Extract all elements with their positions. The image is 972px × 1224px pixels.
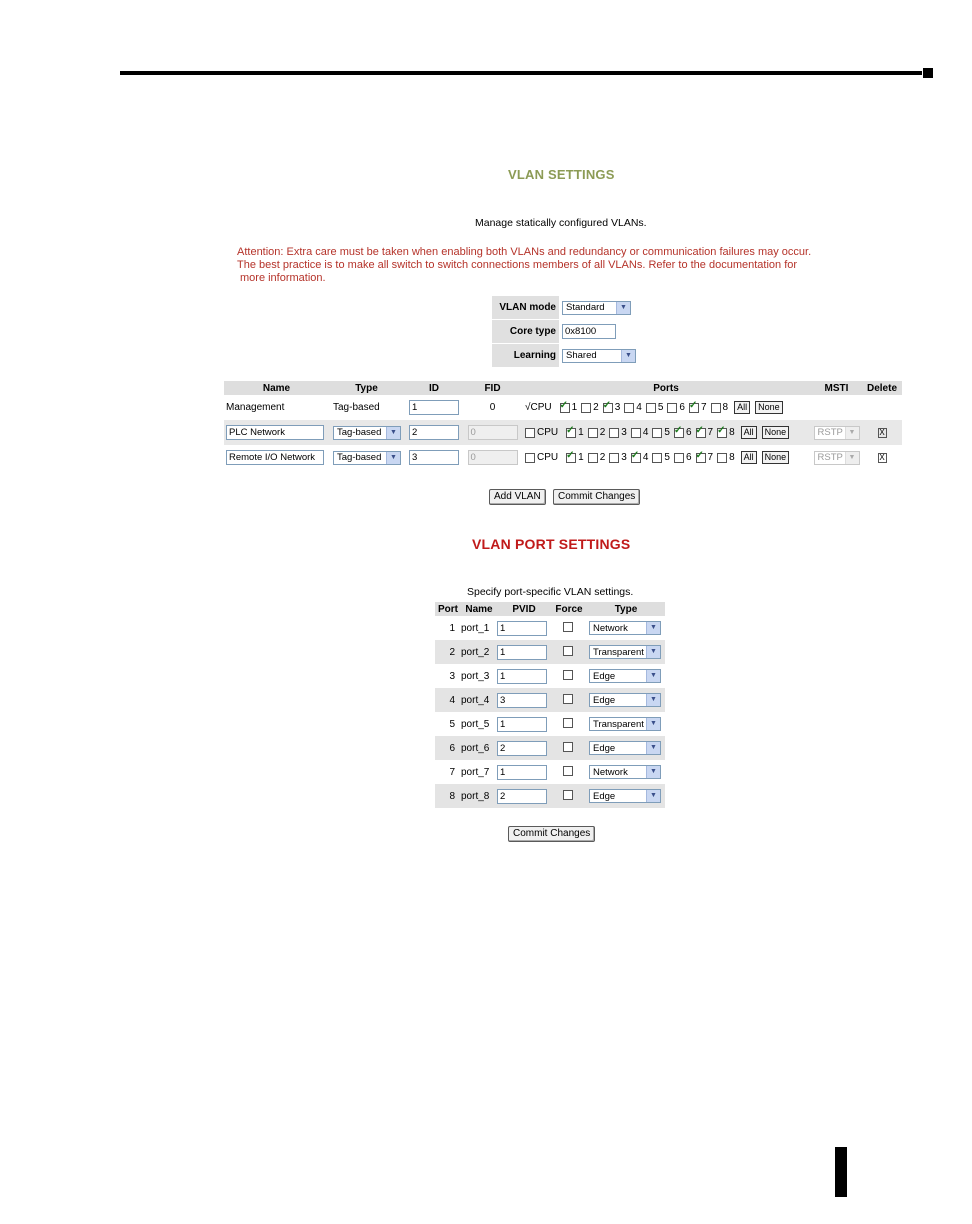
- no-ports-button[interactable]: None: [762, 451, 790, 464]
- port-number: 1: [449, 622, 455, 634]
- force-checkbox[interactable]: [563, 670, 573, 680]
- all-ports-button[interactable]: All: [741, 451, 757, 464]
- table-row: [224, 420, 902, 445]
- port-type-select[interactable]: [589, 693, 661, 707]
- port-type-value: Network: [593, 622, 628, 634]
- port-checkbox[interactable]: [588, 428, 598, 438]
- port-type-select[interactable]: [589, 789, 661, 803]
- chevron-down-icon: ▼: [386, 452, 400, 464]
- port-checkbox[interactable]: [717, 453, 727, 463]
- port-number: 7: [707, 427, 714, 438]
- msti-value: RSTP: [817, 427, 843, 438]
- vlan-mode-value: Standard: [566, 302, 605, 313]
- vlan-name: Management: [226, 402, 285, 413]
- cpu-checkbox[interactable]: [525, 428, 535, 438]
- table-row: [435, 736, 665, 760]
- vlan-fid-input: 0: [468, 425, 518, 440]
- port-number: 5: [664, 452, 670, 463]
- vlan-fid-input: 0: [468, 450, 518, 465]
- learning-select[interactable]: [562, 349, 636, 363]
- chevron-down-icon: ▼: [646, 670, 660, 682]
- attention-line-3: more information.: [240, 272, 326, 284]
- port-checkbox[interactable]: [566, 453, 576, 463]
- port-checkbox[interactable]: [696, 453, 706, 463]
- port-checkbox[interactable]: [566, 428, 576, 438]
- port-checkbox[interactable]: [609, 428, 619, 438]
- port-number: 8: [729, 452, 735, 463]
- vlan-type-value: Tag-based: [337, 427, 382, 438]
- pvid-input[interactable]: 1: [497, 717, 547, 732]
- port-checkbox[interactable]: [674, 428, 684, 438]
- port-name: port_6: [461, 736, 497, 760]
- port-checkbox[interactable]: [652, 428, 662, 438]
- no-ports-button[interactable]: None: [755, 401, 783, 414]
- col-fid: FID: [464, 381, 521, 395]
- port-number: 4: [642, 452, 649, 463]
- header-square: [923, 68, 933, 78]
- port-membership: [525, 451, 811, 464]
- port-number: 2: [599, 427, 606, 438]
- port-checkbox[interactable]: [711, 403, 721, 413]
- table-row: [224, 445, 902, 470]
- port-number: 5: [664, 427, 670, 438]
- port-name: port_5: [461, 718, 490, 730]
- vlan-id-input[interactable]: 1: [409, 400, 459, 415]
- port-checkbox[interactable]: [646, 403, 656, 413]
- port-number: 2: [593, 402, 599, 413]
- vlan-fid: 0: [489, 402, 496, 413]
- port-type-value: Transparent: [593, 646, 644, 658]
- port-number: 8: [435, 784, 461, 808]
- port-type-select[interactable]: [589, 669, 661, 683]
- vlan-table: [224, 381, 902, 470]
- port-checkbox[interactable]: [588, 453, 598, 463]
- port-checkbox[interactable]: [652, 453, 662, 463]
- cpu-label: √CPU: [525, 402, 552, 413]
- port-number: 3: [614, 402, 621, 413]
- port-name: port_1: [461, 622, 490, 634]
- core-type-input[interactable]: 0x8100: [562, 324, 616, 339]
- port-table: [435, 602, 665, 808]
- table-row: [435, 688, 665, 712]
- port-checkbox[interactable]: [560, 403, 570, 413]
- chevron-down-icon: ▼: [646, 766, 660, 778]
- port-name: port_2: [461, 640, 497, 664]
- port-type-value: Edge: [593, 790, 616, 802]
- port-type-value: Edge: [593, 742, 616, 754]
- vlan-mode-select[interactable]: [562, 301, 631, 315]
- table-row: [435, 760, 665, 784]
- port-number: 3: [621, 452, 627, 463]
- col-force: Force: [551, 602, 587, 616]
- no-ports-button[interactable]: None: [762, 426, 790, 439]
- all-ports-button[interactable]: All: [741, 426, 757, 439]
- port-checkbox[interactable]: [696, 428, 706, 438]
- table-row: [435, 784, 665, 808]
- port-number: 8: [729, 427, 735, 438]
- col-delete: Delete: [862, 381, 902, 395]
- all-ports-button[interactable]: All: [734, 401, 750, 414]
- port-checkbox[interactable]: [674, 453, 684, 463]
- port-number: 2: [435, 640, 461, 664]
- port-number: 1: [578, 452, 584, 463]
- col-port-type: Type: [587, 602, 665, 616]
- chevron-down-icon: ▼: [646, 646, 660, 658]
- pvid-input[interactable]: 1: [497, 765, 547, 780]
- vlan-type-select[interactable]: [333, 451, 401, 465]
- port-number: 5: [657, 402, 664, 413]
- chevron-down-icon: ▼: [646, 694, 660, 706]
- pvid-input[interactable]: 2: [497, 789, 547, 804]
- port-name: port_4: [461, 688, 497, 712]
- port-checkbox[interactable]: [689, 403, 699, 413]
- vlan-settings-title: VLAN SETTINGS: [508, 167, 615, 182]
- force-checkbox[interactable]: [563, 622, 573, 632]
- col-msti: MSTI: [811, 381, 862, 395]
- force-checkbox[interactable]: [563, 646, 573, 656]
- core-type-label: Core type: [492, 320, 559, 343]
- port-membership: [525, 426, 811, 439]
- msti-value: RSTP: [817, 452, 843, 463]
- chevron-down-icon: ▼: [646, 718, 660, 730]
- port-number: 3: [449, 670, 455, 682]
- chevron-down-icon: ▼: [646, 622, 660, 634]
- port-membership: [525, 401, 811, 414]
- header-rule: [120, 71, 922, 75]
- chevron-down-icon: ▼: [616, 302, 630, 314]
- port-checkbox[interactable]: [631, 428, 641, 438]
- chevron-down-icon: ▼: [646, 790, 660, 802]
- port-number: 8: [722, 402, 729, 413]
- table-row: [224, 395, 902, 420]
- cpu-checkbox[interactable]: [525, 453, 535, 463]
- vlan-type: Tag-based: [333, 402, 380, 413]
- commit-port-button[interactable]: Commit Changes: [508, 826, 595, 842]
- pvid-input[interactable]: 1: [497, 645, 547, 660]
- vlan-mode-label: VLAN mode: [492, 296, 559, 319]
- table-row: [435, 616, 665, 640]
- pvid-input[interactable]: 1: [497, 621, 547, 636]
- vlan-global-settings: [492, 296, 636, 368]
- pvid-input[interactable]: 3: [497, 693, 547, 708]
- port-number: 6: [679, 402, 685, 413]
- learning-value: Shared: [566, 350, 597, 361]
- port-number: 1: [578, 427, 584, 438]
- port-number: 4: [435, 688, 461, 712]
- col-id: ID: [404, 381, 464, 395]
- col-name: Name: [224, 381, 329, 395]
- port-number: 7: [449, 766, 455, 778]
- port-number: 7: [700, 402, 707, 413]
- port-name: port_8: [461, 784, 497, 808]
- port-checkbox[interactable]: [581, 403, 591, 413]
- vlan-subtitle: Manage statically configured VLANs.: [475, 217, 647, 229]
- port-number: 4: [642, 427, 649, 438]
- port-name: port_3: [461, 670, 490, 682]
- vlan-type-value: Tag-based: [337, 452, 382, 463]
- port-type-value: Transparent: [593, 718, 644, 730]
- force-checkbox[interactable]: [563, 790, 573, 800]
- vlan-port-settings-title: VLAN PORT SETTINGS: [472, 536, 631, 552]
- pvid-input[interactable]: 1: [497, 669, 547, 684]
- table-row: [435, 712, 665, 736]
- port-settings-subtitle: Specify port-specific VLAN settings.: [467, 586, 634, 598]
- port-number: 1: [571, 402, 578, 413]
- msti-select: [814, 426, 860, 440]
- port-number: 3: [621, 427, 627, 438]
- port-number: 6: [685, 427, 692, 438]
- port-type-select[interactable]: [589, 741, 661, 755]
- force-checkbox[interactable]: [563, 694, 573, 704]
- port-number: 7: [707, 452, 714, 463]
- port-type-select[interactable]: [589, 645, 661, 659]
- delete-checkbox[interactable]: X: [879, 428, 885, 437]
- col-port-name: Name: [461, 602, 497, 616]
- side-bar: [835, 1147, 847, 1197]
- vlan-type-select[interactable]: [333, 426, 401, 440]
- force-checkbox[interactable]: [563, 742, 573, 752]
- port-number: 4: [636, 402, 642, 413]
- attention-message: [237, 246, 857, 285]
- port-type-select[interactable]: [589, 621, 661, 635]
- port-number: 6: [435, 736, 461, 760]
- port-type-value: Edge: [593, 670, 616, 682]
- msti-select: [814, 451, 860, 465]
- attention-line-2: The best practice is to make all switch to switch connections members of all VLANs. Refer to the documentation for: [237, 259, 798, 271]
- pvid-input[interactable]: 2: [497, 741, 547, 756]
- port-type-select[interactable]: [589, 765, 661, 779]
- vlan-id-input[interactable]: 2: [409, 425, 459, 440]
- port-number: 6: [685, 452, 692, 463]
- port-checkbox[interactable]: [603, 403, 613, 413]
- port-name: port_7: [461, 766, 490, 778]
- col-port: Port: [435, 602, 461, 616]
- port-type-select[interactable]: [589, 717, 661, 731]
- chevron-down-icon: ▼: [845, 452, 859, 464]
- port-type-value: Network: [593, 766, 628, 778]
- port-checkbox[interactable]: [717, 428, 727, 438]
- port-checkbox[interactable]: [631, 453, 641, 463]
- cpu-label: CPU: [537, 452, 559, 463]
- port-checkbox[interactable]: [624, 403, 634, 413]
- table-row: [435, 640, 665, 664]
- force-checkbox[interactable]: [563, 718, 573, 728]
- port-checkbox[interactable]: [609, 453, 619, 463]
- vlan-name-input[interactable]: PLC Network: [226, 425, 324, 440]
- add-vlan-button[interactable]: Add VLAN: [489, 489, 546, 505]
- table-row: [435, 664, 665, 688]
- learning-label: Learning: [492, 344, 559, 367]
- col-type: Type: [329, 381, 404, 395]
- cpu-label: CPU: [537, 427, 559, 438]
- vlan-id-input[interactable]: 3: [409, 450, 459, 465]
- chevron-down-icon: ▼: [646, 742, 660, 754]
- col-ports: Ports: [521, 381, 811, 395]
- commit-vlan-button[interactable]: Commit Changes: [553, 489, 640, 505]
- force-checkbox[interactable]: [563, 766, 573, 776]
- port-number: 2: [599, 452, 606, 463]
- chevron-down-icon: ▼: [621, 350, 635, 362]
- port-checkbox[interactable]: [667, 403, 677, 413]
- col-pvid: PVID: [497, 602, 551, 616]
- chevron-down-icon: ▼: [386, 427, 400, 439]
- delete-checkbox[interactable]: X: [879, 453, 885, 462]
- vlan-name-input[interactable]: Remote I/O Network: [226, 450, 324, 465]
- chevron-down-icon: ▼: [845, 427, 859, 439]
- attention-line-1: Attention: Extra care must be taken when enabling both VLANs and redundancy or communication failures may occur.: [237, 246, 812, 258]
- port-type-value: Edge: [593, 694, 616, 706]
- port-number: 5: [449, 718, 455, 730]
